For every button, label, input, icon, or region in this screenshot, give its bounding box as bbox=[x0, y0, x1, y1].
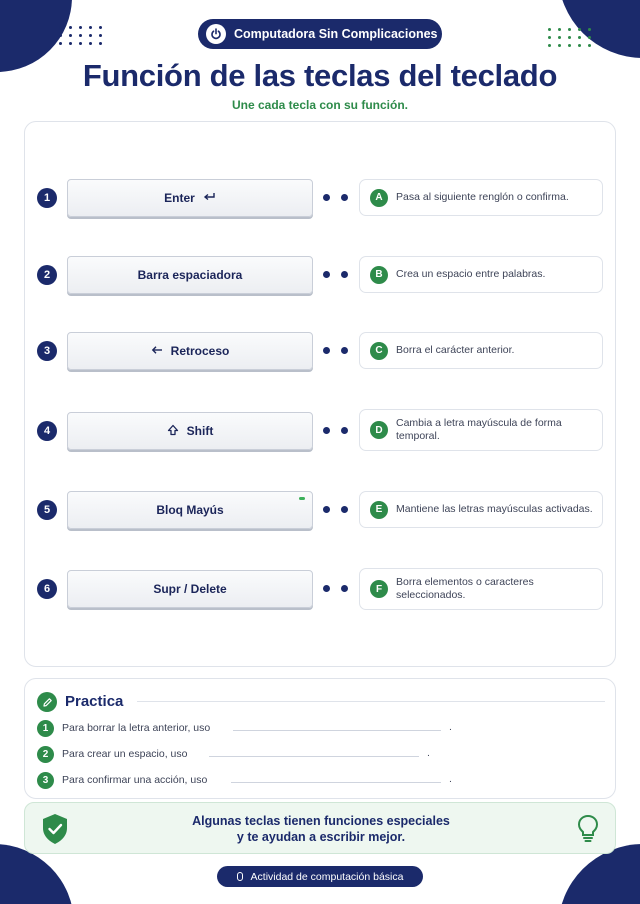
key-label: Supr / Delete bbox=[153, 582, 227, 596]
connector-dot-function[interactable] bbox=[341, 194, 348, 201]
key-number: 6 bbox=[37, 579, 57, 599]
pencil-icon bbox=[37, 692, 57, 712]
question-end: . bbox=[427, 747, 430, 759]
page-subtitle: Une cada tecla con su función. bbox=[231, 98, 409, 112]
connector-dot-key[interactable] bbox=[323, 585, 330, 592]
key-number: 5 bbox=[37, 500, 57, 520]
function-letter: D bbox=[370, 421, 388, 439]
key-backspace[interactable] bbox=[67, 332, 313, 370]
question-number: 1 bbox=[37, 720, 54, 737]
practice-question bbox=[37, 746, 597, 764]
function-d[interactable] bbox=[359, 409, 603, 451]
mouse-icon bbox=[237, 872, 243, 881]
function-c[interactable] bbox=[359, 332, 603, 369]
footer-label: Actividad de computación básica bbox=[250, 870, 404, 883]
function-letter: C bbox=[370, 342, 388, 360]
practice-card bbox=[24, 678, 616, 799]
answer-blank[interactable] bbox=[209, 756, 419, 757]
key-delete[interactable] bbox=[67, 570, 313, 608]
tip-line-1: Algunas teclas tienen funciones especiales bbox=[192, 814, 450, 828]
tip-text bbox=[25, 813, 617, 845]
practice-question bbox=[37, 720, 597, 738]
function-letter: B bbox=[370, 266, 388, 284]
lightbulb-icon bbox=[577, 814, 599, 847]
connector-dot-function[interactable] bbox=[341, 506, 348, 513]
key-caps-lock[interactable] bbox=[67, 491, 313, 529]
function-text: Mantiene las letras mayúsculas activadas. bbox=[396, 503, 593, 515]
connector-dot-function[interactable] bbox=[341, 427, 348, 434]
key-label: Shift bbox=[186, 424, 214, 438]
key-label: Bloq Mayús bbox=[156, 503, 224, 517]
key-label: Retroceso bbox=[170, 344, 230, 358]
enter-return-icon bbox=[203, 191, 216, 205]
brand-label: Computadora Sin Complicaciones bbox=[234, 27, 438, 41]
match-row bbox=[25, 179, 617, 219]
function-b[interactable] bbox=[359, 256, 603, 293]
key-label: Enter bbox=[164, 191, 195, 205]
connector-dot-key[interactable] bbox=[323, 347, 330, 354]
question-text: Para crear un espacio, uso bbox=[62, 748, 188, 760]
footer-pill bbox=[217, 866, 423, 887]
key-shift[interactable] bbox=[67, 412, 313, 450]
question-text: Para confirmar una acción, uso bbox=[62, 774, 208, 786]
function-f[interactable] bbox=[359, 568, 603, 610]
function-text: Borra elementos o caracteres seleccionados. bbox=[396, 576, 534, 601]
practice-question bbox=[37, 772, 597, 790]
match-row bbox=[25, 256, 617, 296]
key-number: 3 bbox=[37, 341, 57, 361]
function-letter: A bbox=[370, 189, 388, 207]
function-text: Borra el carácter anterior. bbox=[396, 344, 515, 356]
key-enter[interactable] bbox=[67, 179, 313, 217]
matching-card bbox=[24, 121, 616, 667]
question-text: Para borrar la letra anterior, uso bbox=[62, 722, 211, 734]
question-number: 3 bbox=[37, 772, 54, 789]
key-number: 1 bbox=[37, 188, 57, 208]
question-end: . bbox=[449, 773, 452, 785]
connector-dot-function[interactable] bbox=[341, 271, 348, 278]
key-space[interactable] bbox=[67, 256, 313, 294]
function-text: Cambia a letra mayúscula de forma temporal. bbox=[396, 417, 562, 442]
divider bbox=[137, 701, 605, 702]
caps-lock-led-icon bbox=[299, 497, 305, 500]
page-title: Función de las teclas del teclado bbox=[82, 58, 558, 93]
function-letter: E bbox=[370, 501, 388, 519]
key-number: 2 bbox=[37, 265, 57, 285]
connector-dot-key[interactable] bbox=[323, 506, 330, 513]
match-row bbox=[25, 412, 617, 452]
key-number: 4 bbox=[37, 421, 57, 441]
answer-blank[interactable] bbox=[233, 730, 441, 731]
connector-dot-function[interactable] bbox=[341, 585, 348, 592]
connector-dot-key[interactable] bbox=[323, 271, 330, 278]
function-e[interactable] bbox=[359, 491, 603, 528]
function-letter: F bbox=[370, 580, 388, 598]
connector-dot-key[interactable] bbox=[323, 194, 330, 201]
brand-pill bbox=[198, 19, 442, 49]
question-end: . bbox=[449, 721, 452, 733]
decor-dots-left bbox=[59, 26, 102, 45]
function-text: Pasa al siguiente renglón o confirma. bbox=[396, 191, 569, 203]
function-a[interactable] bbox=[359, 179, 603, 216]
match-row bbox=[25, 570, 617, 610]
power-icon bbox=[206, 24, 226, 44]
shift-arrow-up-icon bbox=[167, 424, 179, 439]
practice-title: Practica bbox=[65, 693, 124, 710]
connector-dot-key[interactable] bbox=[323, 427, 330, 434]
answer-blank[interactable] bbox=[231, 782, 441, 783]
match-row bbox=[25, 491, 617, 531]
question-number: 2 bbox=[37, 746, 54, 763]
decor-dots-right bbox=[548, 28, 591, 47]
function-text: Crea un espacio entre palabras. bbox=[396, 268, 546, 280]
arrow-left-icon bbox=[151, 344, 163, 358]
tip-banner bbox=[24, 802, 616, 854]
tip-line-2: y te ayudan a escribir mejor. bbox=[236, 830, 406, 844]
connector-dot-function[interactable] bbox=[341, 347, 348, 354]
key-label: Barra espaciadora bbox=[137, 268, 243, 282]
match-row bbox=[25, 332, 617, 372]
